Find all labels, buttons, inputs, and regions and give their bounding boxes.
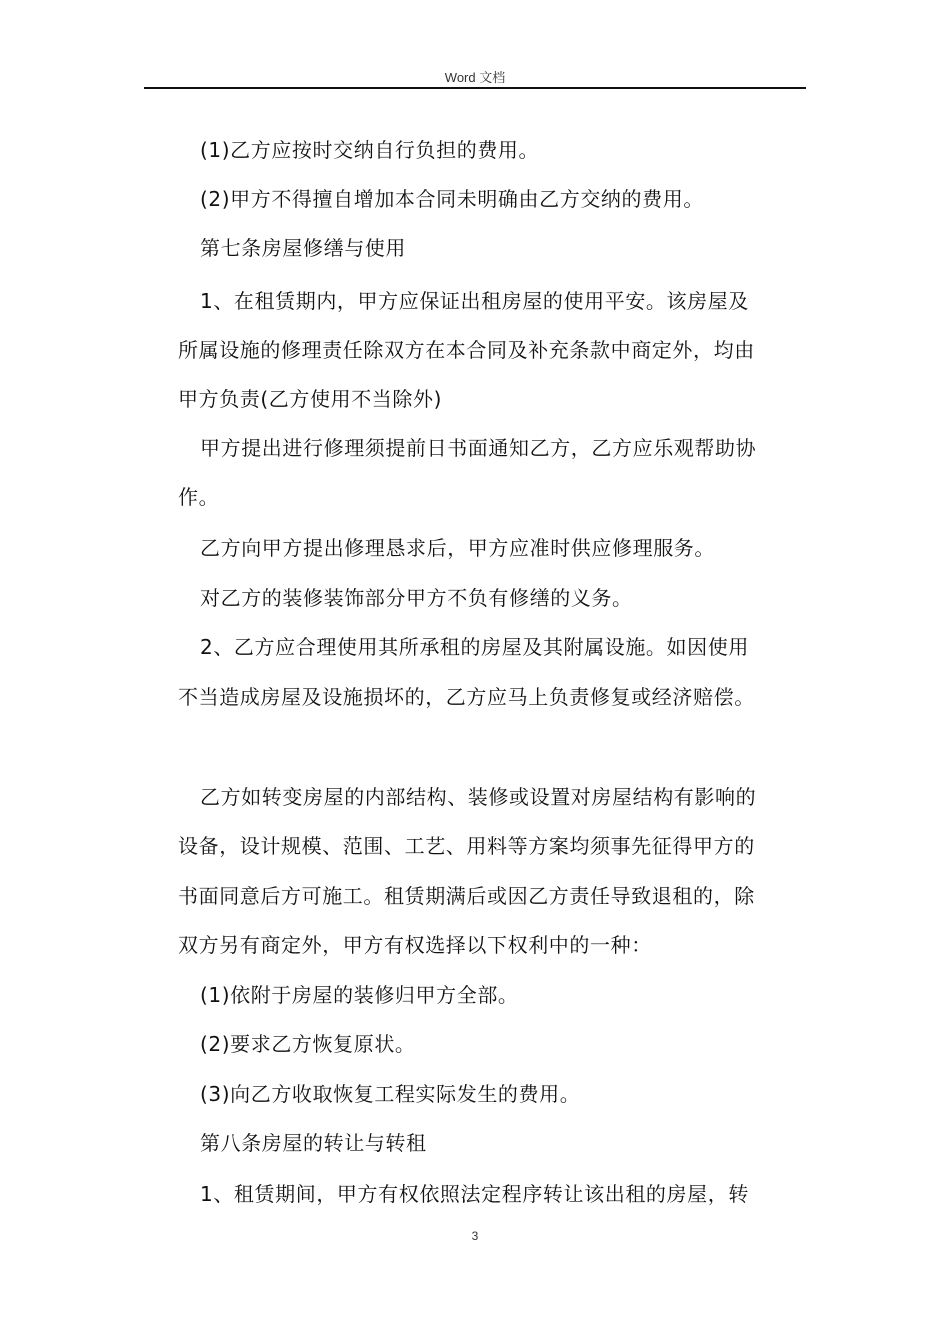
paragraph-4-line-1: 1、在租赁期内，甲方应保证出租房屋的使用平安。该房屋及 — [200, 289, 749, 313]
paragraph-9-line-3: 书面同意后方可施工。租赁期满后或因乙方责任导致退租的，除 — [178, 884, 755, 908]
paragraph-5-line-2: 作。 — [178, 485, 220, 509]
paragraph-4-line-2: 所属设施的修理责任除双方在本合同及补充条款中商定外，均由 — [178, 338, 755, 362]
header-rule — [144, 87, 806, 89]
paragraph-10: (1)依附于房屋的装修归甲方全部。 — [200, 983, 519, 1007]
paragraph-9-line-4: 双方另有商定外，甲方有权选择以下权利中的一种： — [178, 933, 652, 957]
paragraph-8-line-2: 不当造成房屋及设施损坏的，乙方应马上负责修复或经济赔偿。 — [178, 685, 755, 709]
paragraph-9-line-1: 乙方如转变房屋的内部结构、装修或设置对房屋结构有影响的 — [200, 785, 757, 809]
header-title: Word 文档 — [444, 70, 506, 85]
paragraph-4-line-3: 甲方负责(乙方使用不当除外) — [178, 387, 443, 411]
paragraph-7: 对乙方的装修装饰部分甲方不负有修缮的义务。 — [200, 586, 633, 610]
paragraph-11: (2)要求乙方恢复原状。 — [200, 1032, 416, 1056]
paragraph-5-line-1: 甲方提出进行修理须提前日书面通知乙方，乙方应乐观帮助协 — [200, 436, 757, 460]
page-number: 3 — [471, 1229, 479, 1243]
paragraph-9-line-2: 设备，设计规模、范围、工艺、用料等方案均须事先征得甲方的 — [178, 834, 755, 858]
paragraph-12: (3)向乙方收取恢复工程实际发生的费用。 — [200, 1082, 581, 1106]
paragraph-2: (2)甲方不得擅自增加本合同未明确由乙方交纳的费用。 — [200, 187, 704, 211]
paragraph-3: 第七条房屋修缮与使用 — [200, 236, 406, 260]
paragraph-14: 1、租赁期间，甲方有权依照法定程序转让该出租的房屋，转 — [200, 1182, 749, 1206]
paragraph-1: (1)乙方应按时交纳自行负担的费用。 — [200, 138, 540, 162]
paragraph-8-line-1: 2、乙方应合理使用其所承租的房屋及其附属设施。如因使用 — [200, 635, 749, 659]
paragraph-13: 第八条房屋的转让与转租 — [200, 1131, 427, 1155]
paragraph-6: 乙方向甲方提出修理恳求后，甲方应准时供应修理服务。 — [200, 536, 715, 560]
